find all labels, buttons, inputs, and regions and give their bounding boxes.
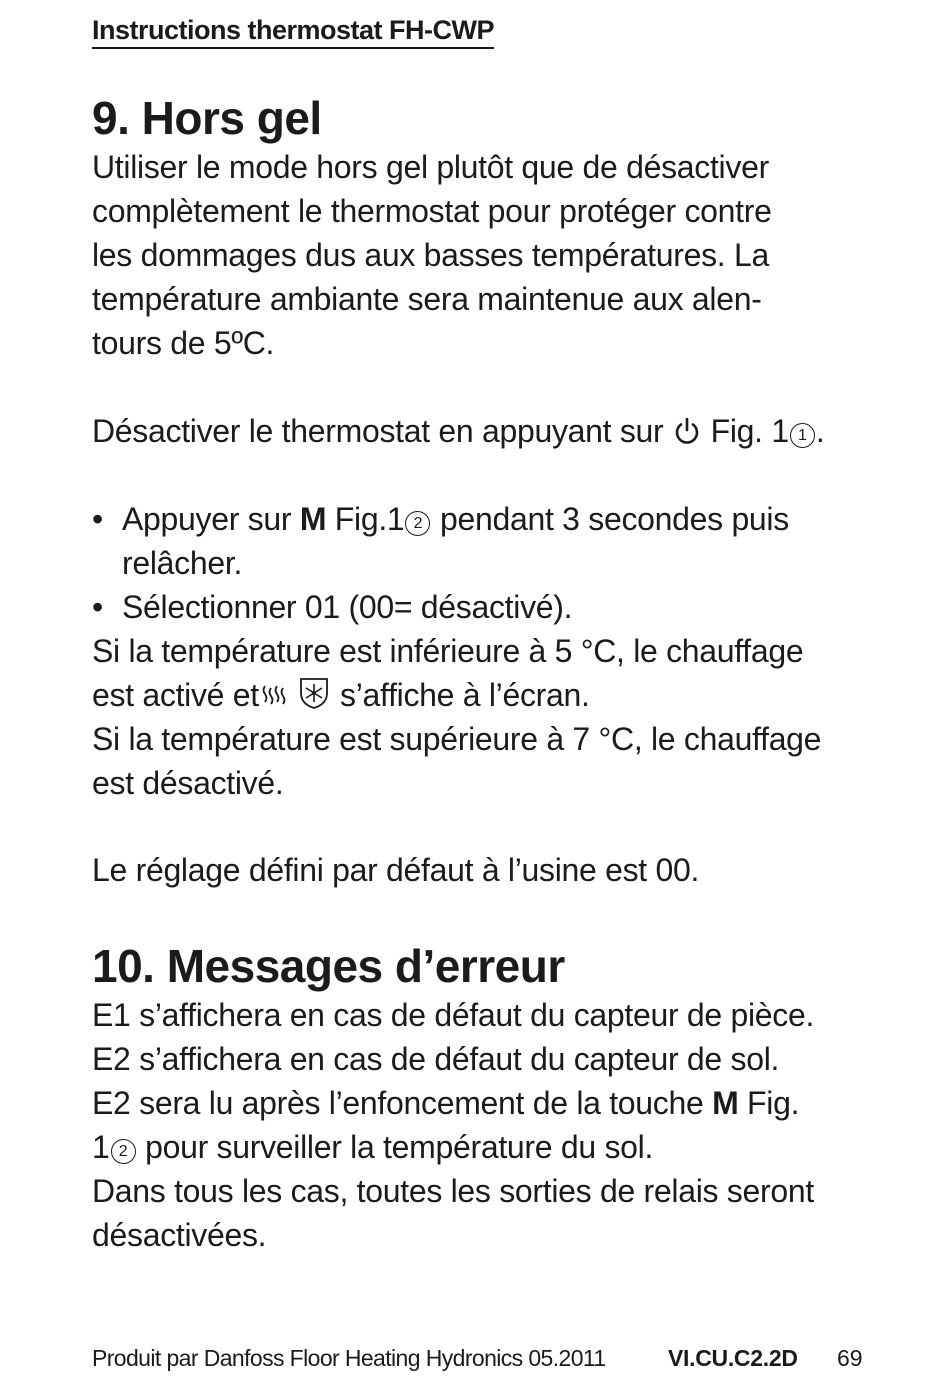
paragraph-text: s’affiche à l’écran. xyxy=(340,677,590,713)
paragraph-line: est désactivé. xyxy=(92,765,284,801)
bullet-text: Appuyer sur xyxy=(122,501,300,537)
paragraph-line: Si la température est inférieure à 5 °C, le chauffage xyxy=(92,633,804,669)
paragraph-line: les dommages dus aux basses températures. La xyxy=(92,237,769,273)
deactivate-instruction xyxy=(92,411,824,455)
bullet-marker: • xyxy=(92,589,104,625)
running-header: Instructions thermostat FH-CWP xyxy=(92,14,494,49)
period: . xyxy=(815,413,825,449)
footer-producer: Produit par Danfoss Floor Heating Hydronics 05.2011 xyxy=(92,1345,606,1371)
fig-reference: Fig. xyxy=(738,1085,800,1121)
paragraph-line: température ambiante sera maintenue aux alen- xyxy=(92,281,762,317)
circled-number: 2 xyxy=(111,1139,136,1164)
key-label: M xyxy=(299,501,327,537)
paragraph-line xyxy=(92,1127,653,1167)
fig-reference: Fig.1 xyxy=(326,501,405,537)
fig-reference: Fig. 1 xyxy=(702,413,789,449)
paragraph-line: complètement le thermostat pour protéger contre xyxy=(92,193,772,229)
page-number: 69 xyxy=(837,1345,863,1371)
power-icon xyxy=(672,415,702,455)
paragraph-line: désactivées. xyxy=(92,1217,267,1253)
paragraph-line: tours de 5ºC. xyxy=(92,325,275,361)
fig-number: 1 xyxy=(92,1129,110,1165)
paragraph-line: Utiliser le mode hors gel plutôt que de désactiver xyxy=(92,149,769,185)
heating-waves-icon xyxy=(259,679,289,719)
paragraph-line xyxy=(92,1083,799,1123)
paragraph-text: E2 sera lu après l’enfoncement de la touche xyxy=(92,1085,713,1121)
page-footer xyxy=(92,1340,877,1376)
bullet-item: Sélectionner 01 (00= désactivé). xyxy=(122,589,573,625)
frost-shield-icon xyxy=(297,676,331,719)
paragraph-line: Si la température est supérieure à 7 °C, le chauffage xyxy=(92,721,822,757)
paragraph-line: Dans tous les cas, toutes les sorties de relais seront xyxy=(92,1173,814,1209)
paragraph-line xyxy=(92,675,590,719)
deactivate-text: Désactiver le thermostat en appuyant sur xyxy=(92,413,664,449)
bullet-item-continuation: relâcher. xyxy=(122,545,243,581)
key-label: M xyxy=(712,1085,739,1121)
paragraph-line: E1 s’affichera en cas de défaut du capteur de pièce. xyxy=(92,997,815,1033)
bullet-marker: • xyxy=(92,501,104,537)
paragraph-text: pour surveiller la température du sol. xyxy=(136,1129,654,1165)
bullet-item xyxy=(122,499,789,539)
paragraph-line: Le réglage défini par défaut à l’usine est 00. xyxy=(92,852,700,888)
section-9-heading: 9. Hors gel xyxy=(92,92,322,144)
paragraph-text: est activé et xyxy=(92,677,259,713)
document-code: VI.CU.C2.2D xyxy=(668,1345,798,1371)
bullet-text: pendant 3 secondes puis xyxy=(431,501,789,537)
paragraph-line: E2 s’affichera en cas de défaut du capteur de sol. xyxy=(92,1041,780,1077)
section-10-heading: 10. Messages d’erreur xyxy=(92,940,565,992)
circled-number: 2 xyxy=(405,511,430,536)
circled-number: 1 xyxy=(790,423,815,448)
